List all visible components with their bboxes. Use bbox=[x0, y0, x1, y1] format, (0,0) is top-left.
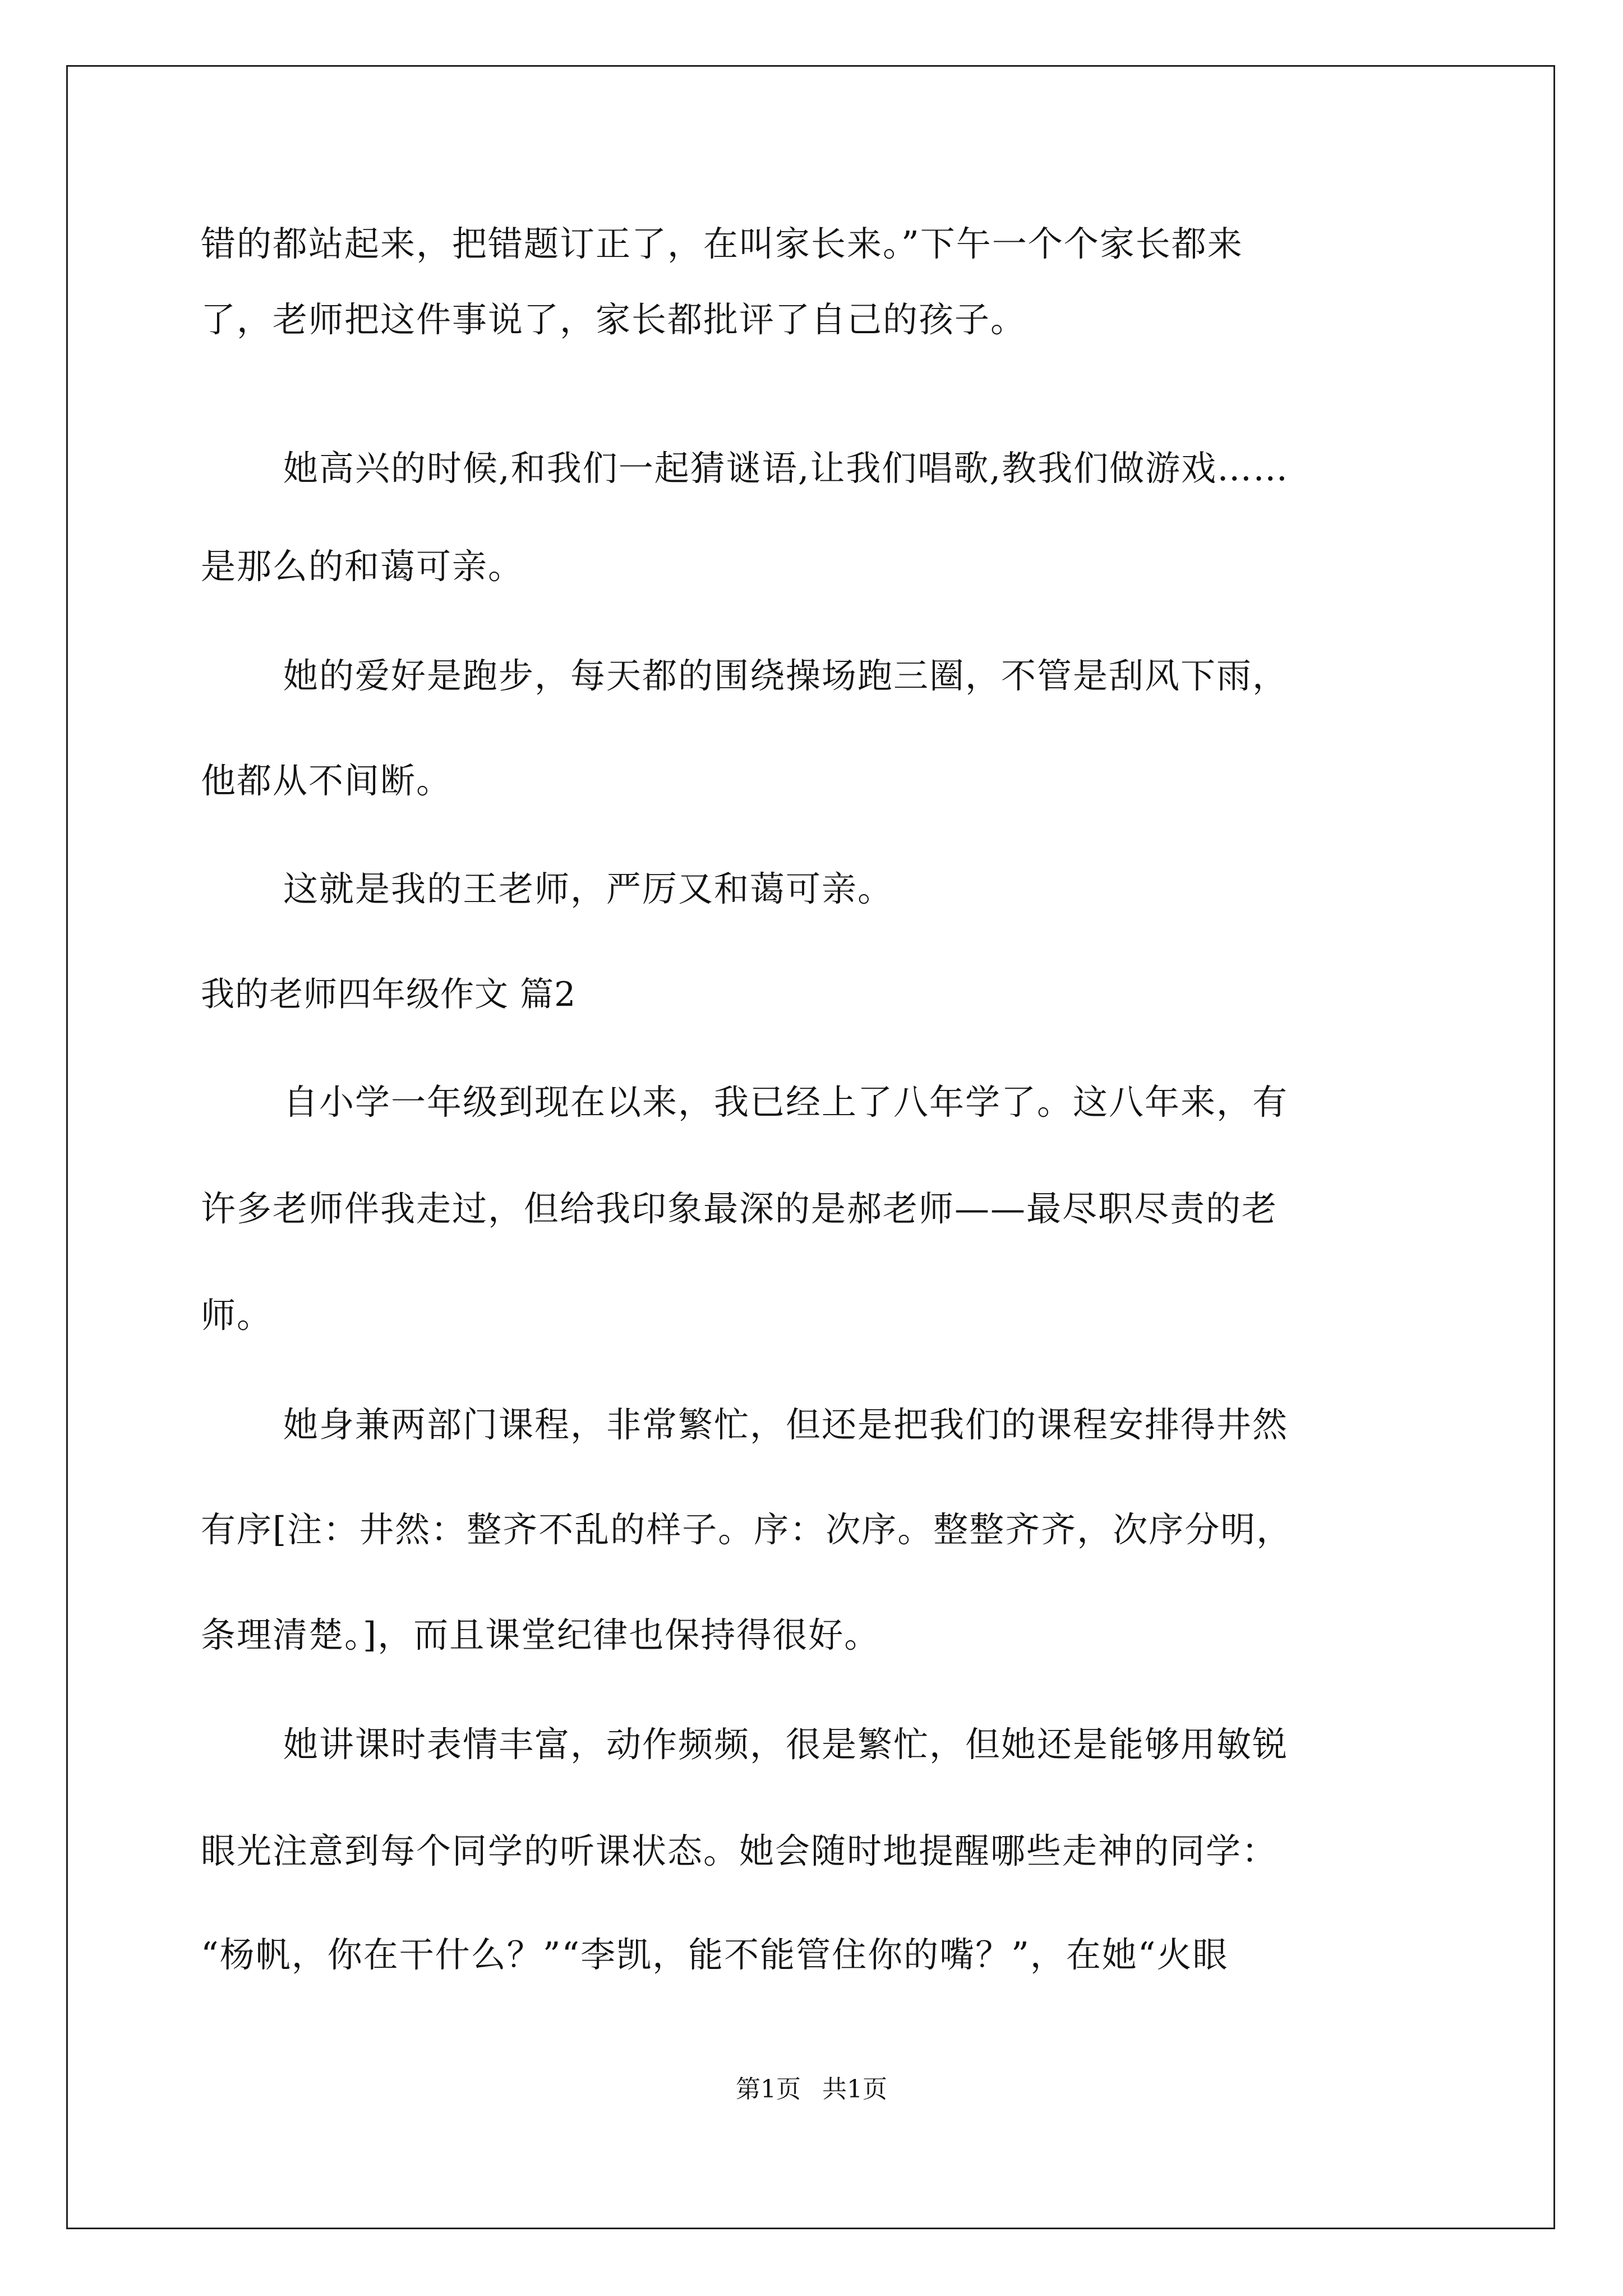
section-heading: 我的老师四年级作文 篇2 bbox=[201, 975, 577, 1014]
paragraph-line: 她讲课时表情丰富，动作频频，很是繁忙，但她还是能够用敏锐 bbox=[283, 1724, 1289, 1765]
paragraph-line: 她的爱好是跑步，每天都的围绕操场跑三圈，不管是刮风下雨， bbox=[283, 655, 1289, 696]
paragraph-line: 眼光注意到每个同学的听课状态。她会随时地提醒哪些走神的同学： bbox=[201, 1830, 1278, 1871]
paragraph-line: 了，老师把这件事说了，家长都批评了自己的孩子。 bbox=[201, 299, 1027, 340]
page-total: 共1页 bbox=[822, 2075, 887, 2104]
paragraph-line: 错的都站起来，把错题订正了，在叫家长来。”下午一个个家长都来 bbox=[201, 223, 1243, 264]
page-number: 第1页 bbox=[736, 2075, 801, 2104]
paragraph-line: 她高兴的时候,和我们一起猜谜语,让我们唱歌,教我们做游戏…… bbox=[283, 448, 1289, 489]
paragraph-line: 师。 bbox=[201, 1295, 273, 1336]
paragraph-line: 许多老师伴我走过，但给我印象最深的是郝老师——最尽职尽责的老 bbox=[201, 1188, 1278, 1229]
paragraph-line: 是那么的和蔼可亲。 bbox=[201, 546, 524, 587]
page-border bbox=[66, 65, 1555, 2229]
paragraph-line: 条理清楚。]，而且课堂纪律也保持得很好。 bbox=[201, 1614, 880, 1655]
page-footer bbox=[0, 2076, 1623, 2104]
paragraph-line: 他都从不间断。 bbox=[201, 760, 453, 801]
paragraph-line: 自小学一年级到现在以来，我已经上了八年学了。这八年来，有 bbox=[283, 1082, 1289, 1122]
paragraph-line: 有序[注：井然：整齐不乱的样子。序：次序。整整齐齐，次序分明， bbox=[201, 1509, 1293, 1550]
paragraph-line: “杨帆，你在干什么？”“李凯，能不能管住你的嘴？”，在她“火眼 bbox=[201, 1934, 1229, 1975]
paragraph-line: 这就是我的王老师，严厉又和蔼可亲。 bbox=[283, 868, 894, 909]
paragraph-line: 她身兼两部门课程，非常繁忙，但还是把我们的课程安排得井然 bbox=[283, 1404, 1289, 1445]
